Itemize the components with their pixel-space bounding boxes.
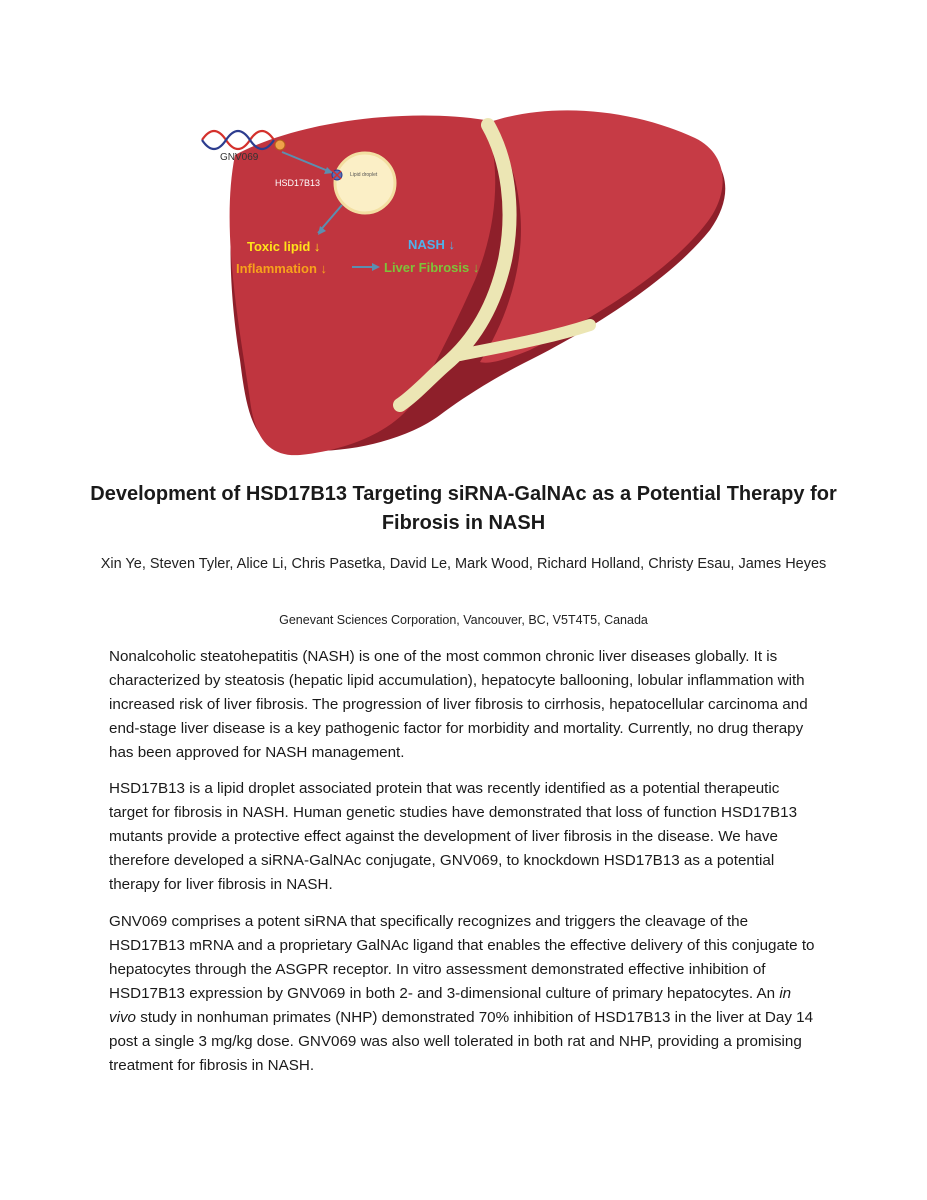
- gnv069-label: GNV069: [220, 152, 259, 163]
- abstract-body: [109, 645, 819, 1090]
- results-text-part1: GNV069 comprises a potent siRNA that specifically recognizes and triggers the cleavage of the HSD17B13 mRNA and a proprietary GalNAc ligand that enables the effective delivery of this conjugate to hepatocytes through the ASGPR receptor. In vitro assessment demonstrated effective inhibition of HSD17B13 expression by GNV069 in both 2- and 3-dimensional culture of primary hepatocytes. An: [109, 913, 815, 1002]
- results-text-italic: in vivo: [109, 985, 792, 1026]
- author-list: Xin Ye, Steven Tyler, Alice Li, Chris Pasetka, David Le, Mark Wood, Richard Holland, Christy Esau, James Heyes: [100, 556, 827, 572]
- lipid-droplet-label: Lipid droplet: [350, 172, 378, 178]
- results-text-part2: study in nonhuman primates (NHP) demonstrated 70% inhibition of HSD17B13 in the liver at Day 14 post a single 3 mg/kg dose. GNV069 was also well tolerated in both rat and NHP, providing a promising treatment for fibrosis in NASH.: [109, 1009, 814, 1074]
- liver-fibrosis-label: Liver Fibrosis ↓: [384, 260, 480, 275]
- inflammation-label: Inflammation ↓: [236, 261, 328, 276]
- toxic-lipid-label: Toxic lipid ↓: [247, 239, 321, 254]
- galnac-ligand-icon: [275, 140, 285, 150]
- affiliation: Genevant Sciences Corporation, Vancouver, BC, V5T4T5, Canada: [279, 613, 648, 627]
- hsd17b13-label: HSD17B13: [275, 178, 321, 188]
- lipid-droplet: [335, 153, 395, 213]
- paper-title: Development of HSD17B13 Targeting siRNA-GalNAc as a Potential Therapy for Fibrosis in NASH: [90, 483, 837, 534]
- paragraph-results: [109, 910, 819, 1078]
- nash-label: NASH ↓: [408, 237, 455, 252]
- liver-illustration: [190, 100, 750, 465]
- paragraph-background: Nonalcoholic steatohepatitis (NASH) is one of the most common chronic liver diseases globally. It is characterized by steatosis (hepatic lipid accumulation), hepatocyte ballooning, lobular inflammation with increased risk of liver fibrosis. The progression of liver fibrosis to cirrhosis, hepatocellular carcinoma and end-stage liver disease is a key pathogenic factor for morbidity and mortality. Currently, no drug therapy has been approved for NASH management.: [109, 648, 808, 761]
- paragraph-target: HSD17B13 is a lipid droplet associated protein that was recently identified as a potential therapeutic target for fibrosis in NASH. Human genetic studies have demonstrated that loss of function HSD17B13 mutants provide a protective effect against the development of liver fibrosis in the disease. We have therefore developed a siRNA-GalNAc conjugate, GNV069, to knockdown HSD17B13 as a potential therapy for liver fibrosis in NASH.: [109, 780, 798, 893]
- liver-figure: [190, 100, 750, 465]
